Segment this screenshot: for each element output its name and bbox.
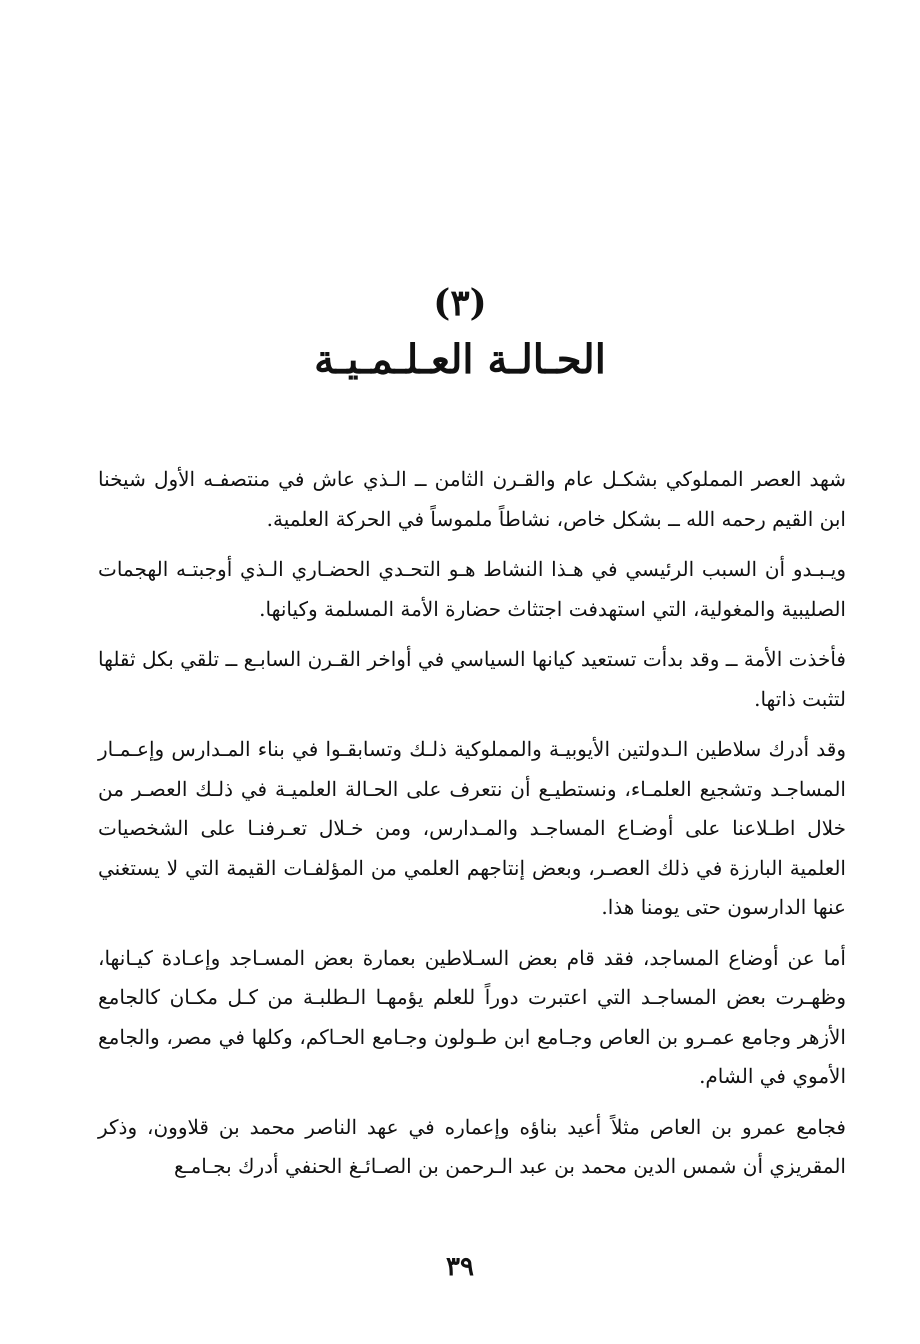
- paragraph-6: فجامع عمرو بن العاص مثلاً أعيد بناؤه وإعماره في عهد الناصر محمد بن قلاوون، وذكر المقريزي أن شمس الدين محمد بن عبد الـرحمن بن الصـائـغ الحنفي أدرك بجـامـع: [98, 1114, 846, 1178]
- page-number: ٣٩: [446, 1252, 474, 1282]
- section-number: (٣): [433, 282, 487, 324]
- paragraph-5: أما عن أوضاع المساجد، فقد قام بعض السـلاطين بعمارة بعض المسـاجد وإعـادة كيـانها، وظهـرت بعض المساجـد التي اعتبرت دوراً للعلم يؤمهـا الـطلبـة من كـل مكـان كالجامع الأزهر وجامع عمـرو بن العاص وجـامع ابن طـولون وجـامع الحـاكم، وكلها في مصر، والجامع الأموي في الشام.: [98, 945, 846, 1088]
- paragraph-2: ويـبـدو أن السبب الرئيسي في هـذا النشاط هـو التحـدي الحضـاري الـذي أوجبتـه الهجمات الصليبية والمغولية، التي استهدفت اجتثاث حضارة الأمة المسلمة وكيانها.: [98, 557, 846, 621]
- paragraph-1: شهد العصر المملوكي بشكـل عام والقـرن الثامن ــ الـذي عاش في منتصفـه الأول شيخنا ابن القيم رحمه الله ــ بشكل خاص، نشاطاً ملموساً في الحركة العلمية.: [98, 467, 846, 531]
- paragraph-3: فأخذت الأمة ــ وقد بدأت تستعيد كيانها السياسي في أواخر القـرن السابـع ــ تلقي بكل ثقلها لتثبت ذاتها.: [98, 647, 846, 711]
- paragraph-4: وقد أدرك سلاطين الـدولتين الأيوبيـة والمملوكية ذلـك وتسابقـوا في بناء المـدارس وإعـمـار المساجـد وتشجيع العلمـاء، ونستطيـع أن نتعرف على الحـالة العلميـة في ذلـك العصـر من خلال اطـلاعنا على أوضـاع المساجـد والمـدارس، ومن خـلال تعـرفنـا على الشخصيات العلمية البارزة في ذلك العصـر، وبعض إنتاجهم العلمي من المؤلفـات القيمة التي لا يستغني عنها الدارسون حتى يومنا هذا.: [98, 737, 846, 919]
- body-text: [98, 460, 846, 1198]
- section-title: الحـالـة العـلـمـيـة: [314, 336, 606, 383]
